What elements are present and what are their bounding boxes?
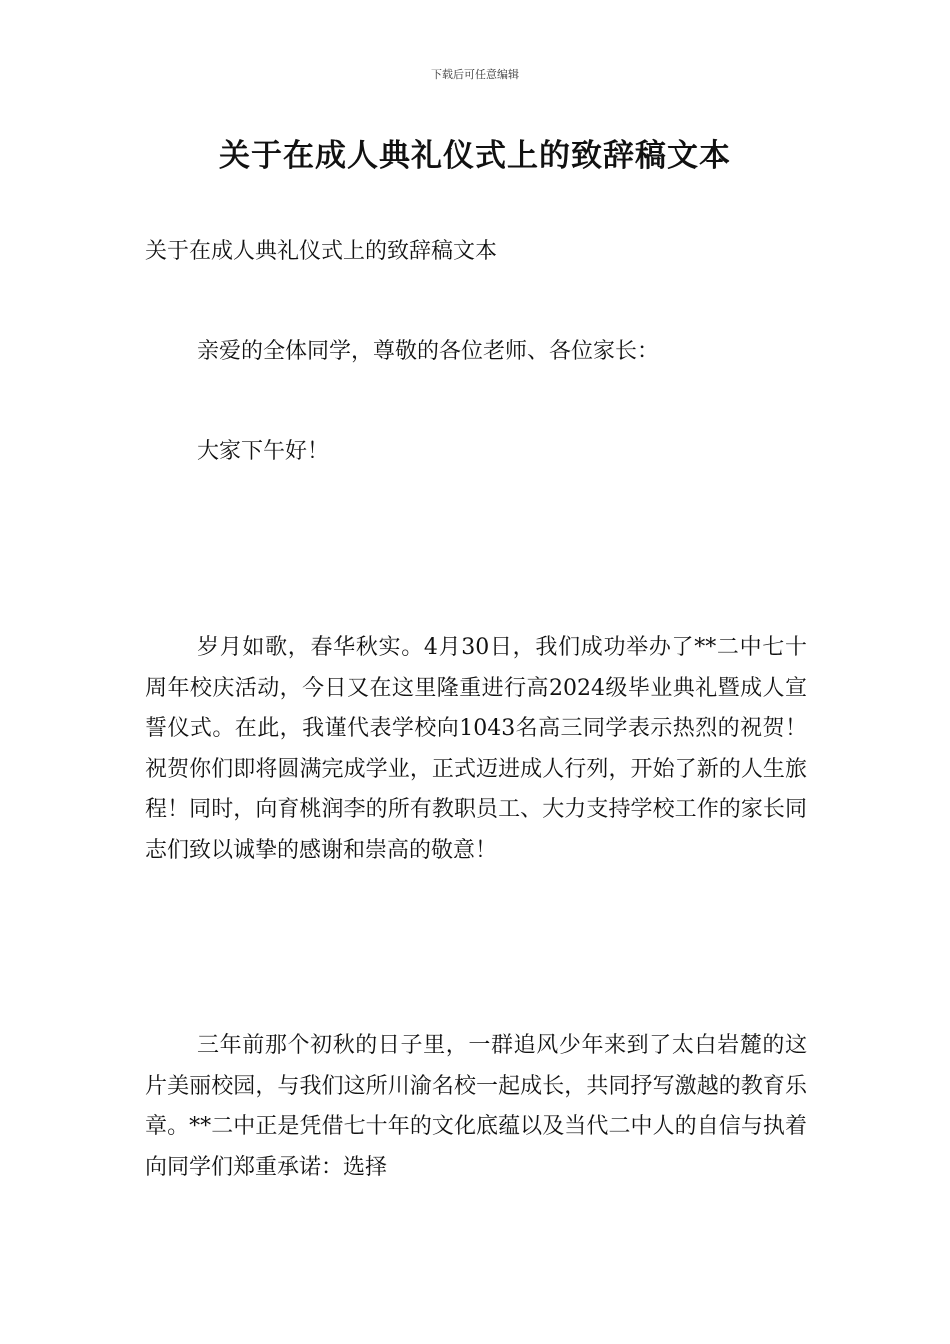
document-subtitle: 关于在成人典礼仪式上的致辞稿文本 — [145, 239, 498, 264]
hello-paragraph: 大家下午好！ — [197, 439, 330, 464]
document-title: 关于在成人典礼仪式上的致辞稿文本 — [219, 138, 731, 174]
greeting-paragraph: 亲爱的全体同学，尊敬的各位老师、各位家长： — [197, 339, 660, 364]
body-paragraph-2: 三年前那个初秋的日子里，一群追风少年来到了太白岩麓的这片美丽校园，与我们这所川渝名校一起成长，共同抒写激越的教育乐章。**二中正是凭借七十年的文化底蕴以及当代二中人的自信与执着向同学们郑重承诺：选择 — [145, 1033, 807, 1180]
header-note: 下载后可任意编辑 — [431, 68, 519, 81]
body-paragraph-1: 岁月如歌，春华秋实。4月30日，我们成功举办了**二中七十周年校庆活动，今日又在这里隆重进行高2024级毕业典礼暨成人宣誓仪式。在此，我谨代表学校向1043名高三同学表示热烈的祝贺！祝贺你们即将圆满完成学业，正式迈进成人行列，开始了新的人生旅程！同时，向育桃润李的所有教职员工、大力支持学校工作的家长同志们致以诚挚的感谢和崇高的敬意！ — [145, 635, 807, 863]
